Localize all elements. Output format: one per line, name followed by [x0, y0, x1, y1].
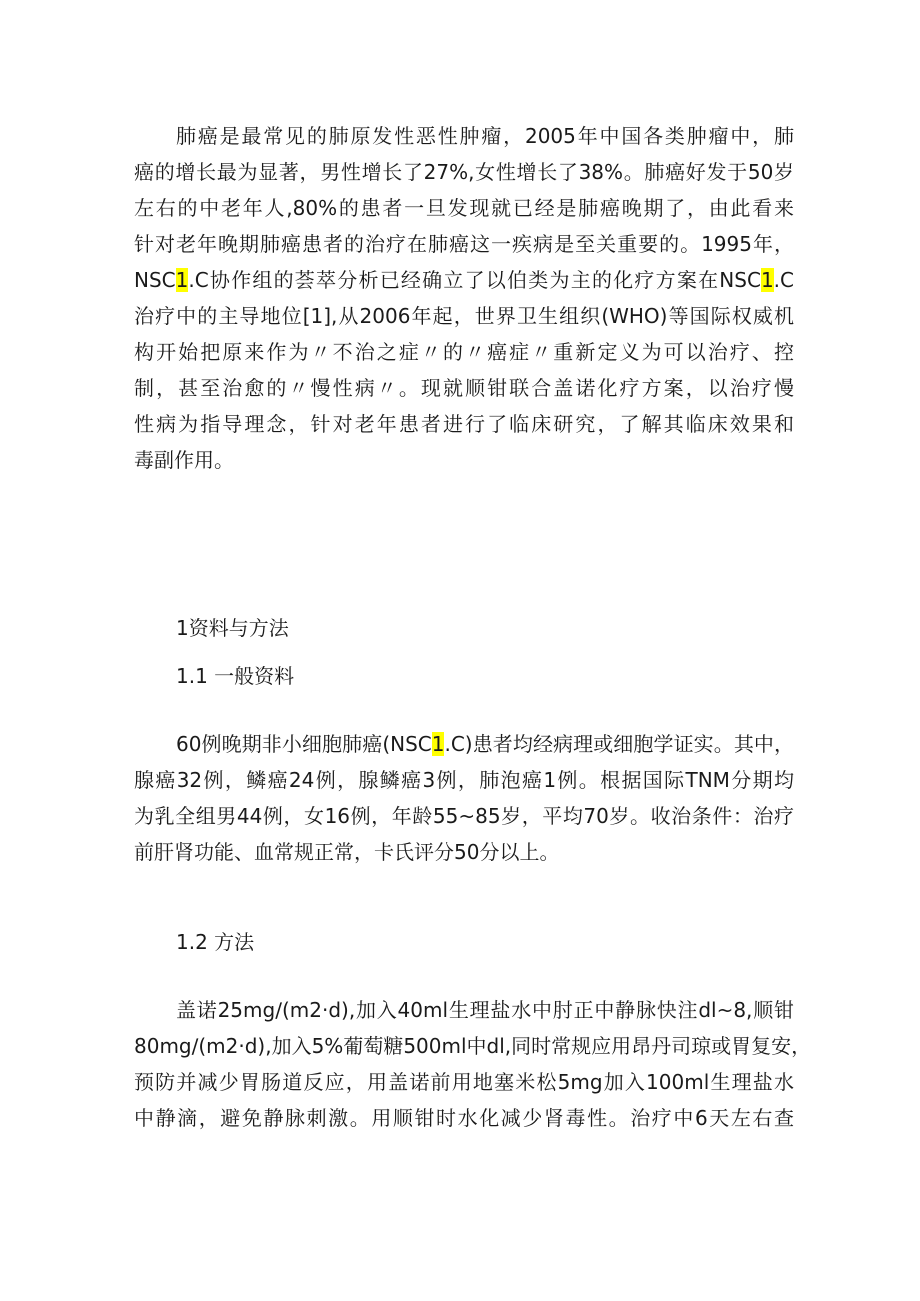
section-heading: 1资料与方法 — [176, 616, 289, 640]
text-line: 构开始把原来作为〃不治之症〃的〃癌症〃重新定义为可以治疗、控 — [134, 340, 794, 364]
text-line: 预防并减少胃肠道反应，用盖诺前用地塞米松5mg加入100ml生理盐水 — [134, 1070, 794, 1094]
text-line-with-highlight — [134, 726, 794, 762]
text-line: 左右的中老年人,80%的患者一旦发现就已经是肺癌晚期了，由此看来 — [134, 196, 794, 220]
text-line: 治疗中的主导地位[1],从2006年起，世界卫生组织(WHO)等国际权威机 — [134, 304, 794, 328]
text-line: 性病为指导理念，针对老年患者进行了临床研究，了解其临床效果和 — [134, 412, 794, 436]
text-line: 为乳全组男44例，女16例，年龄55~85岁，平均70岁。收治条件：治疗 — [134, 804, 794, 828]
text-line: 针对老年晚期肺癌患者的治疗在肺癌这一疾病是至关重要的。1995年， — [134, 232, 794, 256]
text-fragment: .C协作组的荟萃分析已经确立了以伯类为主的化疗方案在NSC — [188, 268, 761, 292]
subsection-heading: 1.2 方法 — [176, 930, 255, 954]
text-line-with-highlight — [134, 262, 794, 298]
highlight-mark: 1 — [431, 732, 445, 756]
highlight-mark: 1 — [760, 268, 774, 292]
text-fragment: 60例晚期非小细胞肺癌(NSC — [176, 732, 432, 756]
paragraph-materials — [134, 726, 794, 870]
text-fragment: NSC — [134, 268, 176, 292]
paragraph-methods — [134, 992, 812, 1136]
subsection-heading: 1.1 一般资料 — [176, 664, 295, 688]
text-line: 毒副作用。 — [134, 448, 234, 472]
text-fragment: .C)患者均经病理或细胞学证实。其中， — [444, 732, 795, 756]
text-line: 制，甚至治愈的〃慢性病〃。现就顺钳联合盖诺化疗方案，以治疗慢 — [134, 376, 794, 400]
text-line: 腺癌32例，鳞癌24例，腺鳞癌3例，肺泡癌1例。根据国际TNM分期均 — [134, 768, 794, 792]
text-line: 80mg∕(m2·d),加入5%葡萄糖500ml中dl,同时常规应用昂丹司琼或胃复安， — [134, 1034, 812, 1058]
text-line: 中静滴，避免静脉刺激。用顺钳时水化减少肾毒性。治疗中6天左右查 — [134, 1106, 794, 1130]
text-line: 前肝肾功能、血常规正常，卡氏评分50分以上。 — [134, 840, 560, 864]
paragraph-intro — [134, 118, 794, 478]
text-line: 癌的增长最为显著，男性增长了27%,女性增长了38%。肺癌好发于50岁 — [134, 160, 794, 184]
highlight-mark: 1 — [175, 268, 189, 292]
text-fragment: .C — [773, 268, 794, 292]
text-line: 盖诺25mg∕(m2·d),加入40ml生理盐水中肘正中静脉快注dl~8,顺钳 — [176, 998, 794, 1022]
text-line: 肺癌是最常见的肺原发性恶性肿瘤，2005年中国各类肿瘤中，肺 — [176, 124, 794, 148]
